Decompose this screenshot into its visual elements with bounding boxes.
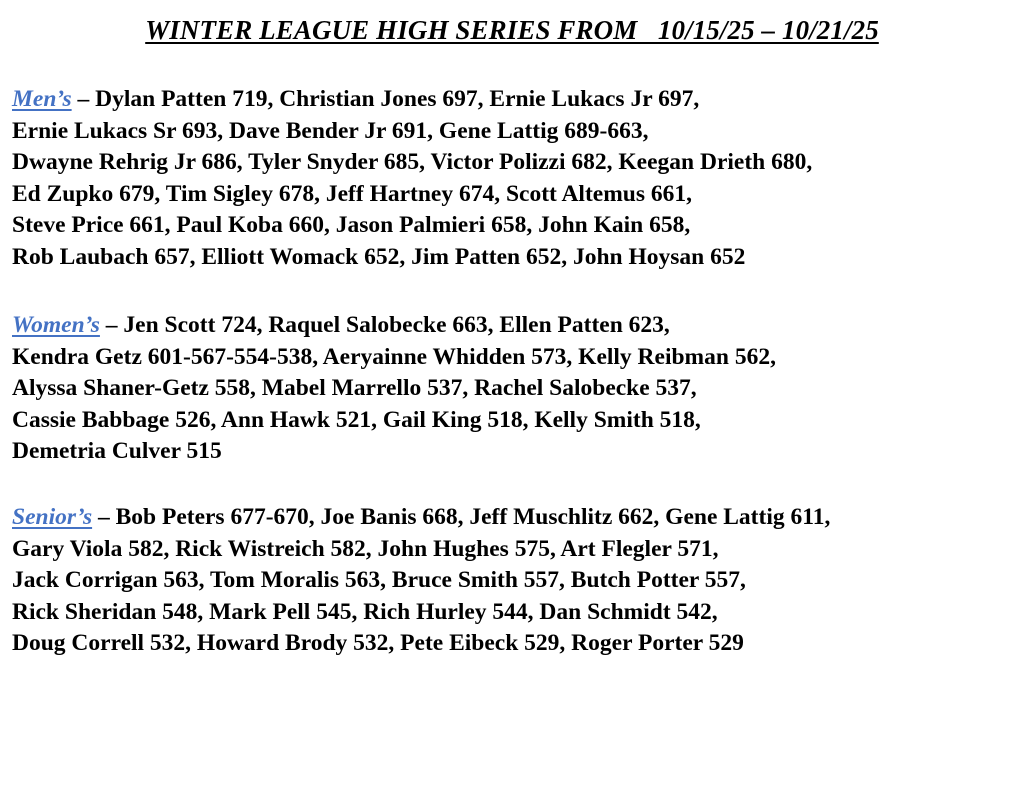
section-separator: – — [71, 86, 96, 112]
womens-line-2: Kendra Getz 601-567-554-538, Aeryainne Whidden 573, Kelly Reibman 562, — [12, 343, 776, 370]
womens-line-4: Cassie Babbage 526, Ann Hawk 521, Gail King 518, Kelly Smith 518, — [12, 406, 701, 433]
seniors-line-1: Bob Peters 677-670, Joe Banis 668, Jeff Muschlitz 662, Gene Lattig 611, — [115, 504, 831, 530]
mens-line-4: Ed Zupko 679, Tim Sigley 678, Jeff Hartney 674, Scott Altemus 661, — [12, 180, 693, 207]
seniors-label: Senior’s — [12, 504, 93, 530]
page-title: WINTER LEAGUE HIGH SERIES FROM 10/15/25 – 10/21/25 — [145, 15, 879, 45]
section-separator: – — [99, 312, 124, 338]
mens-line-3: Dwayne Rehrig Jr 686, Tyler Snyder 685, Victor Polizzi 682, Keegan Drieth 680, — [12, 149, 813, 175]
mens-line-1: Dylan Patten 719, Christian Jones 697, Ernie Lukacs Jr 697, — [95, 86, 700, 112]
section-line — [12, 502, 1012, 534]
womens-line-5: Demetria Culver 515 — [12, 438, 222, 464]
mens-line-5: Steve Price 661, Paul Koba 660, Jason Palmieri 658, John Kain 658, — [12, 212, 691, 238]
seniors-section — [12, 502, 1012, 660]
womens-line-3: Alyssa Shaner-Getz 558, Mabel Marrello 537, Rachel Salobecke 537, — [12, 375, 697, 401]
mens-line-2: Ernie Lukacs Sr 693, Dave Bender Jr 691, Gene Lattig 689-663, — [12, 117, 649, 144]
section-line — [12, 310, 1012, 342]
seniors-line-2: Gary Viola 582, Rick Wistreich 582, John Hughes 575, Art Flegler 571, — [12, 535, 719, 562]
seniors-line-4: Rick Sheridan 548, Mark Pell 545, Rich Hurley 544, Dan Schmidt 542, — [12, 598, 718, 625]
womens-section — [12, 310, 1012, 468]
mens-section — [12, 84, 1012, 273]
section-line — [12, 84, 1012, 116]
mens-line-6: Rob Laubach 657, Elliott Womack 652, Jim Patten 652, John Hoysan 652 — [12, 243, 746, 270]
seniors-line-5: Doug Correll 532, Howard Brody 532, Pete Eibeck 529, Roger Porter 529 — [12, 630, 744, 656]
seniors-line-3: Jack Corrigan 563, Tom Moralis 563, Bruce Smith 557, Butch Potter 557, — [12, 567, 746, 593]
section-separator: – — [92, 504, 116, 530]
womens-label: Women’s — [12, 312, 100, 338]
womens-line-1: Jen Scott 724, Raquel Salobecke 663, Ellen Patten 623, — [123, 312, 670, 338]
mens-label: Men’s — [12, 86, 72, 112]
